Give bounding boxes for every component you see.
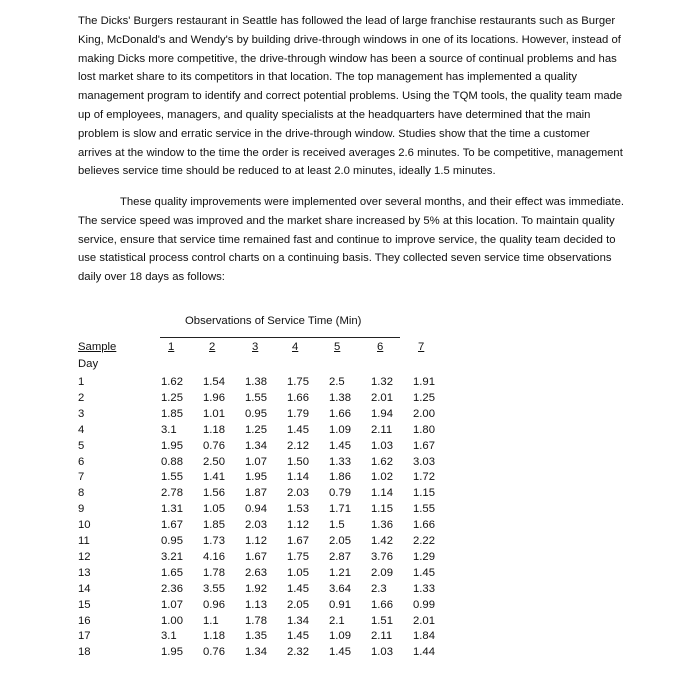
- table-row: [78, 646, 638, 662]
- service-time-cell: 0.95: [245, 407, 267, 420]
- service-time-cell: 1.55: [161, 471, 183, 484]
- service-time-cell: 1.03: [371, 439, 393, 452]
- service-time-cell: 1.45: [413, 566, 435, 579]
- service-time-cell: 1.25: [245, 423, 267, 436]
- service-time-cell: 1.67: [245, 550, 267, 563]
- day-number: 7: [78, 471, 85, 484]
- service-time-cell: 1.92: [245, 582, 267, 595]
- column-header: 6: [377, 341, 384, 353]
- service-time-cell: 1.29: [413, 550, 435, 563]
- service-time-cell: 2.78: [161, 487, 183, 500]
- service-time-cell: 1.84: [413, 630, 435, 643]
- service-time-cell: 1.14: [287, 471, 309, 484]
- service-time-cell: 1.62: [371, 455, 393, 468]
- table-row: [78, 424, 638, 440]
- service-time-cell: 1.45: [287, 630, 309, 643]
- service-time-cell: 2.32: [287, 646, 309, 659]
- service-time-cell: 2.5: [329, 376, 345, 388]
- day-number: 18: [78, 646, 91, 659]
- service-time-cell: 2.09: [371, 566, 393, 579]
- table-title: Observations of Service Time (Min): [185, 315, 362, 327]
- day-number: 4: [78, 423, 85, 436]
- service-time-cell: 1.45: [287, 582, 309, 595]
- service-time-cell: 1.66: [329, 407, 351, 420]
- table-row: [78, 471, 638, 487]
- service-time-cell: 1.15: [371, 503, 393, 516]
- column-header: 3: [252, 341, 259, 353]
- service-time-cell: 2.11: [371, 423, 393, 436]
- column-header: 2: [209, 341, 216, 353]
- service-time-cell: 1.45: [329, 439, 351, 452]
- table-row: [78, 567, 638, 583]
- day-number: 11: [78, 535, 90, 547]
- service-time-cell: 2.01: [371, 391, 393, 404]
- service-time-cell: 1.94: [371, 407, 393, 420]
- service-time-cell: 1.12: [245, 535, 267, 547]
- day-number: 15: [78, 598, 91, 611]
- column-header: 5: [334, 341, 341, 353]
- intro-paragraph: The Dicks' Burgers restaurant in Seattle has followed the lead of large franchise restaurants such as Burger King, McDonald's and Wendy's by building drive-through windows in one of its locations. However, instead of making Dicks more competitive, the drive-through window has been a source of continual problems and has lost market share to its competitors in that location. The top management has implemented a quality management program to identify and correct potential problems. Using the TQM tools, the quality team made up of employees, managers, and quality specialists at the headquarters have determined that the main problem is slow and erratic service in the drive-through window. Studies show that the time a customer arrives at the window to the time the order is received averages 2.6 minutes. To be competitive, management believes service time should be reduced to at least 2.0 minutes, ideally 1.5 minutes.: [78, 15, 623, 178]
- service-time-cell: 1.53: [287, 503, 309, 516]
- table-row: [78, 519, 638, 535]
- improvement-paragraph: These quality improvements were implemented over several months, and their effect was immediate. The service speed was improved and the market share increased by 5% at this location. To maintain quality service, ensure that service time remained fast and continue to improve service, the quality team decided to use statistical process control charts on a continuing basis. They collected seven service time observations daily over 18 days as follows:: [78, 196, 624, 284]
- service-time-cell: 1.45: [329, 646, 351, 659]
- service-time-cell: 1.14: [371, 487, 393, 500]
- service-time-cell: 1.25: [161, 391, 183, 404]
- table-row: [78, 535, 638, 551]
- service-time-cell: 1.75: [287, 550, 309, 563]
- table-row: [78, 456, 638, 472]
- service-time-cell: 2.22: [413, 535, 435, 547]
- service-time-cell: 1.73: [203, 535, 225, 547]
- service-time-cell: 1.78: [203, 566, 225, 579]
- day-header: Day: [78, 358, 99, 370]
- service-time-cell: 3.03: [413, 455, 435, 468]
- service-time-cell: 1.96: [203, 391, 225, 404]
- service-time-cell: 1.34: [245, 439, 267, 452]
- table-row: [78, 630, 638, 646]
- service-time-cell: 1.38: [245, 376, 267, 388]
- service-time-cell: 1.67: [287, 535, 309, 547]
- column-header: 7: [418, 341, 425, 353]
- service-time-cell: 1.87: [245, 487, 267, 500]
- service-time-cell: 2.36: [161, 582, 183, 595]
- day-number: 14: [78, 582, 91, 595]
- service-time-cell: 3.1: [161, 630, 177, 643]
- day-number: 17: [78, 630, 91, 643]
- service-time-cell: 1.34: [245, 646, 267, 659]
- service-time-cell: 3.21: [161, 550, 183, 563]
- day-number: 6: [78, 455, 85, 468]
- service-time-cell: 1.33: [329, 455, 351, 468]
- day-number: 8: [78, 487, 85, 500]
- service-time-cell: 1.65: [161, 566, 183, 579]
- service-time-cell: 2.50: [203, 455, 225, 468]
- service-time-cell: 3.55: [203, 582, 225, 595]
- service-time-cell: 2.87: [329, 550, 351, 563]
- service-time-cell: 1.32: [371, 376, 393, 388]
- day-number: 2: [78, 391, 85, 404]
- sample-header: Sample: [78, 341, 117, 353]
- service-time-cell: 3.64: [329, 582, 351, 595]
- table-row: [78, 583, 638, 599]
- service-time-cell: 1.15: [413, 487, 435, 500]
- service-time-cell: 2.63: [245, 566, 267, 579]
- service-time-cell: 1.18: [203, 423, 225, 436]
- service-time-cell: 2.1: [329, 614, 345, 627]
- service-time-cell: 1.1: [203, 614, 219, 627]
- service-time-cell: 0.99: [413, 598, 435, 611]
- service-time-cell: 0.96: [203, 598, 225, 611]
- service-time-cell: 4.16: [203, 550, 225, 563]
- day-number: 10: [78, 519, 91, 532]
- day-number: 1: [78, 376, 85, 388]
- service-time-cell: 0.76: [203, 646, 225, 659]
- service-time-cell: 1.91: [413, 376, 435, 388]
- service-time-cell: 1.07: [245, 455, 267, 468]
- service-time-cell: 1.56: [203, 487, 225, 500]
- service-time-cell: 1.41: [203, 471, 225, 484]
- service-time-cell: 1.36: [371, 519, 393, 532]
- service-time-cell: 1.78: [245, 614, 267, 627]
- table-row: [78, 599, 638, 615]
- service-time-cell: 0.94: [245, 503, 267, 516]
- service-time-cell: 1.62: [161, 376, 183, 388]
- service-time-cell: 2.05: [287, 598, 309, 611]
- service-time-cell: 1.95: [245, 471, 267, 484]
- service-time-cell: 1.75: [287, 376, 309, 388]
- service-time-cell: 1.67: [161, 519, 183, 532]
- service-time-cell: 1.67: [413, 439, 435, 452]
- service-time-cell: 2.00: [413, 407, 435, 420]
- service-time-cell: 0.79: [329, 487, 351, 500]
- service-time-cell: 1.12: [287, 519, 309, 532]
- service-time-cell: 2.12: [287, 439, 309, 452]
- service-time-cell: 1.51: [371, 614, 393, 627]
- service-time-cell: 1.02: [371, 471, 393, 484]
- table-row: [78, 487, 638, 503]
- service-time-cell: 0.88: [161, 455, 183, 468]
- service-time-cell: 1.03: [371, 646, 393, 659]
- service-time-cell: 2.11: [371, 630, 393, 643]
- table-title-rule: [160, 337, 400, 338]
- service-time-cell: 1.85: [203, 519, 225, 532]
- day-number: 16: [78, 614, 91, 627]
- service-time-cell: 1.09: [329, 630, 351, 643]
- service-time-cell: 1.66: [371, 598, 393, 611]
- service-time-cell: 1.38: [329, 391, 351, 404]
- service-time-cell: 1.85: [161, 407, 183, 420]
- service-time-cell: 1.55: [245, 391, 267, 404]
- day-number: 5: [78, 439, 85, 452]
- service-time-cell: 1.01: [203, 407, 225, 420]
- service-time-cell: 1.21: [329, 566, 351, 579]
- column-header: 1: [168, 341, 175, 353]
- service-time-cell: 1.86: [329, 471, 351, 484]
- service-time-cell: 1.71: [329, 503, 351, 516]
- service-time-cell: 1.95: [161, 646, 183, 659]
- service-time-cell: 1.80: [413, 423, 435, 436]
- service-time-cell: 1.31: [161, 503, 183, 516]
- day-number: 9: [78, 503, 85, 516]
- service-time-cell: 0.91: [329, 598, 351, 611]
- service-time-cell: 1.07: [161, 598, 183, 611]
- service-time-cell: 0.76: [203, 439, 225, 452]
- service-time-cell: 1.5: [329, 519, 345, 532]
- service-time-cell: 1.25: [413, 391, 435, 404]
- service-time-cell: 2.3: [371, 582, 387, 595]
- service-time-cell: 1.44: [413, 646, 435, 659]
- service-time-cell: 1.00: [161, 614, 183, 627]
- service-time-cell: 1.13: [245, 598, 267, 611]
- service-time-cell: 1.72: [413, 471, 435, 484]
- service-time-cell: 1.54: [203, 376, 225, 388]
- service-time-cell: 1.18: [203, 630, 225, 643]
- table-row: [78, 440, 638, 456]
- day-number: 12: [78, 550, 91, 563]
- day-number: 13: [78, 566, 91, 579]
- day-number: 3: [78, 407, 85, 420]
- table-row: [78, 551, 638, 567]
- service-time-cell: 1.55: [413, 503, 435, 516]
- service-time-cell: 2.05: [329, 535, 351, 547]
- service-time-cell: 2.03: [287, 487, 309, 500]
- service-time-cell: 1.79: [287, 407, 309, 420]
- table-row: [78, 503, 638, 519]
- service-time-cell: 1.95: [161, 439, 183, 452]
- table-row: [78, 376, 638, 392]
- service-time-cell: 1.34: [287, 614, 309, 627]
- service-time-cell: 1.50: [287, 455, 309, 468]
- service-time-cell: 3.76: [371, 550, 393, 563]
- table-row: [78, 392, 638, 408]
- service-time-cell: 1.09: [329, 423, 351, 436]
- service-time-cell: 2.01: [413, 614, 435, 627]
- service-time-cell: 2.03: [245, 519, 267, 532]
- service-time-cell: 1.33: [413, 582, 435, 595]
- service-time-cell: 1.05: [287, 566, 309, 579]
- service-time-cell: 1.66: [413, 519, 435, 532]
- table-row: [78, 408, 638, 424]
- column-header: 4: [292, 341, 299, 353]
- table-row: [78, 615, 638, 631]
- service-time-cell: 1.05: [203, 503, 225, 516]
- service-time-cell: 1.45: [287, 423, 309, 436]
- service-time-cell: 1.66: [287, 391, 309, 404]
- service-time-cell: 3.1: [161, 423, 177, 436]
- service-time-cell: 0.95: [161, 535, 183, 547]
- service-time-cell: 1.42: [371, 535, 393, 547]
- service-time-cell: 1.35: [245, 630, 267, 643]
